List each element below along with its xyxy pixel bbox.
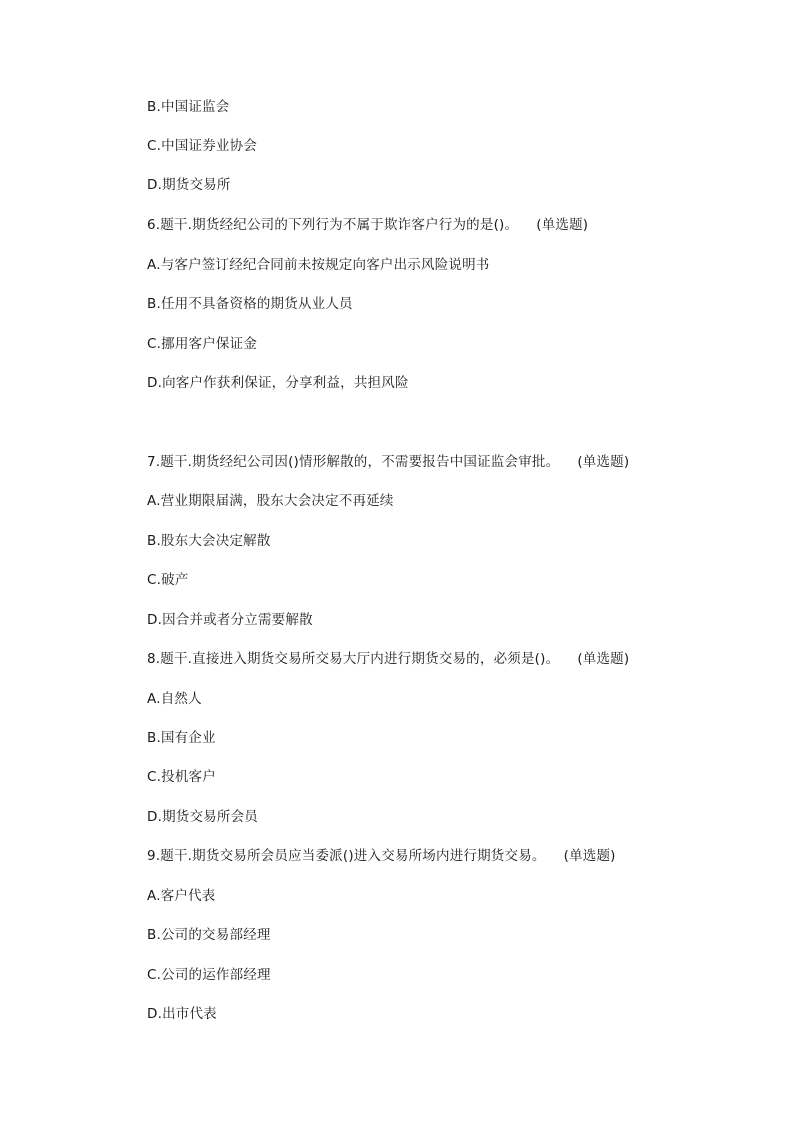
option-a-q7: A.营业期限届满，股东大会决定不再延续 — [147, 493, 394, 509]
option-b-q6: B.任用不具备资格的期货从业人员 — [147, 296, 353, 312]
question-7-type: (单选题) — [577, 454, 630, 470]
option-d-q8: D.期货交易所会员 — [147, 809, 258, 825]
option-c-q5: C.中国证券业协会 — [147, 138, 258, 154]
option-d-q9: D.出市代表 — [147, 1006, 217, 1022]
option-a-q9: A.客户代表 — [147, 888, 216, 904]
option-a-q8: A.自然人 — [147, 691, 202, 707]
option-c-q8: C.投机客户 — [147, 769, 216, 785]
question-6 — [147, 215, 588, 235]
option-b-q7: B.股东大会决定解散 — [147, 533, 271, 549]
question-8 — [147, 649, 629, 669]
option-b-q8: B.国有企业 — [147, 730, 216, 746]
question-6-stem: 6.题干.期货经纪公司的下列行为不属于欺诈客户行为的是()。 — [147, 217, 519, 233]
question-9-type: (单选题) — [563, 848, 616, 864]
question-9-stem: 9.题干.期货交易所会员应当委派()进入交易所场内进行期货交易。 — [147, 848, 546, 864]
question-8-type: (单选题) — [577, 651, 630, 667]
question-8-stem: 8.题干.直接进入期货交易所交易大厅内进行期货交易的，必须是()。 — [147, 651, 560, 667]
question-7-stem: 7.题干.期货经纪公司因()情形解散的，不需要报告中国证监会审批。 — [147, 454, 560, 470]
option-d-q7: D.因合并或者分立需要解散 — [147, 612, 313, 628]
option-a-q6: A.与客户签订经纪合同前未按规定向客户出示风险说明书 — [147, 257, 490, 273]
option-b-q5: B.中国证监会 — [147, 99, 230, 115]
question-6-type: (单选题) — [536, 217, 589, 233]
question-7 — [147, 452, 629, 472]
option-b-q9: B.公司的交易部经理 — [147, 927, 271, 943]
option-c-q6: C.挪用客户保证金 — [147, 336, 258, 352]
option-d-q5: D.期货交易所 — [147, 177, 231, 193]
question-9 — [147, 846, 616, 866]
option-c-q7: C.破产 — [147, 572, 189, 588]
option-d-q6: D.向客户作获利保证，分享利益，共担风险 — [147, 375, 409, 391]
option-c-q9: C.公司的运作部经理 — [147, 967, 271, 983]
